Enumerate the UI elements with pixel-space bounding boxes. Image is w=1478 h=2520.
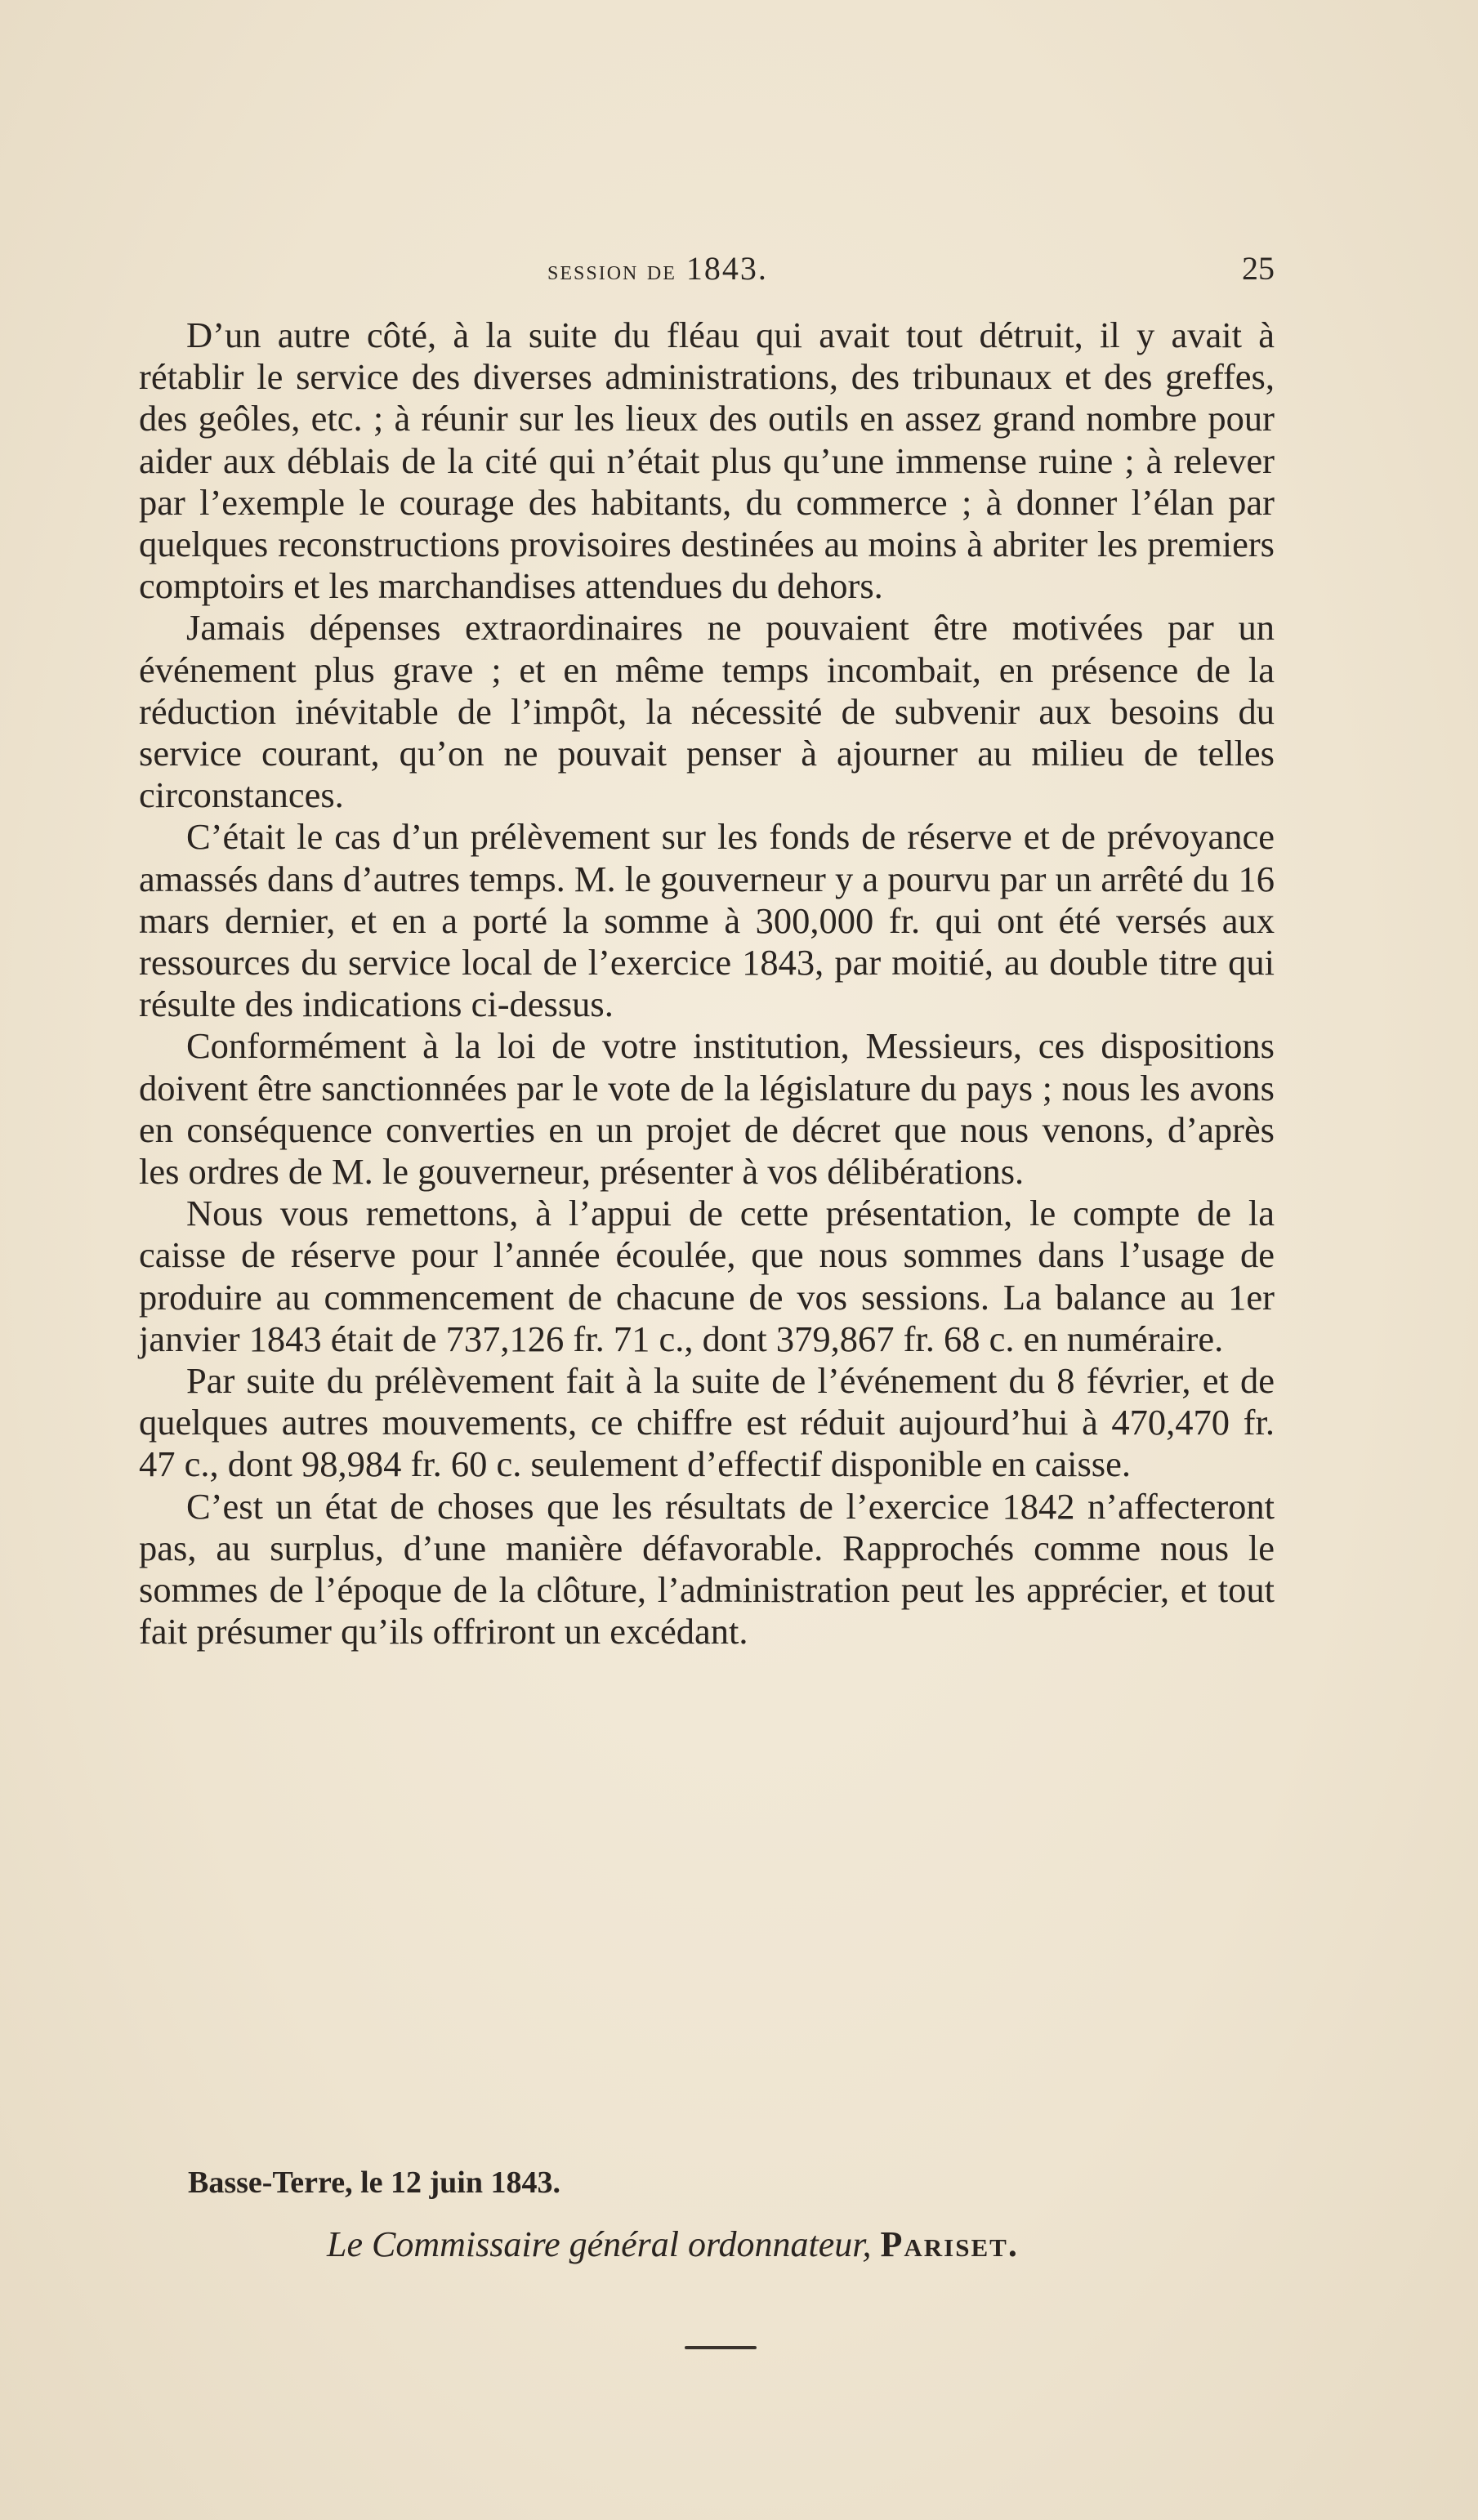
signatory-line <box>327 2223 1462 2265</box>
paragraph: Conformément à la loi de votre institution, Messieurs, ces dispositions doivent être sanctionnées par le vote de la législature du pays ; nous les avons en conséquence converties en un projet de décret que nous venons, d’après les ordres de M. le gouverneur, présenter à vos délibérations. <box>139 1025 1275 1193</box>
paragraph: Jamais dépenses extraordinaires ne pouvaient être motivées par un événement plus grave ; et en même temps incombait, en présence de la réduction inévitable de l’impôt, la nécessité de subvenir aux besoins du service courant, qu’on ne pouvait penser à ajourner au milieu de telles circonstances. <box>139 607 1275 816</box>
paragraph: D’un autre côté, à la suite du fléau qui avait tout détruit, il y avait à rétablir le service des diverses administrations, des tribunaux et des greffes, des geôles, etc. ; à réunir sur les lieux des outils en assez grand nombre pour aider aux déblais de la cité qui n’était plus qu’une immense ruine ; à relever par l’exemple le courage des habitants, du commerce ; à donner l’élan par quelques reconstructions provisoires destinées au moins à abriter les premiers comptoirs et les marchandises attendues du dehors. <box>139 314 1275 607</box>
running-title-word: session de <box>547 256 676 286</box>
place-date: Basse-Terre, le 12 juin 1843. <box>188 2165 560 2200</box>
running-title-year: 1843. <box>685 250 768 287</box>
paragraph: Nous vous remettons, à l’appui de cette présentation, le compte de la caisse de réserve pour l’année écoulée, que nous sommes dans l’usage de produire au commencement de chacune de vos sessions. La balance au 1er janvier 1843 était de 737,126 fr. 71 c., dont 379,867 fr. 68 c. en numéraire. <box>139 1193 1275 1359</box>
body-text <box>139 314 1275 1653</box>
end-rule <box>685 2346 757 2349</box>
page-header <box>139 249 1275 298</box>
signatory-title: Le Commissaire général ordonnateur, <box>327 2224 872 2264</box>
paragraph: Par suite du prélèvement fait à la suite de l’événement du 8 février, et de quelques autres mouvements, ce chiffre est réduit aujourd’hui à 470,470 fr. 47 c., dont 98,984 fr. 60 c. seulement d’effectif disponible en caisse. <box>139 1360 1275 1485</box>
signatory-name: Pariset. <box>880 2224 1019 2264</box>
running-title <box>547 249 768 288</box>
page-number: 25 <box>1242 250 1275 287</box>
paragraph: C’était le cas d’un prélèvement sur les fonds de réserve et de prévoyance amassés dans d’autres temps. M. le gouverneur y a pourvu par un arrêté du 16 mars dernier, et en a porté la somme à 300,000 fr. qui ont été versés aux ressources du service local de l’exercice 1843, par moitié, au double titre qui résulte des indications ci-dessus. <box>139 816 1275 1025</box>
paragraph: C’est un état de choses que les résultats de l’exercice 1842 n’affecteront pas, au surplus, d’une manière défavorable. Rapprochés comme nous le sommes de l’époque de la clôture, l’administration peut les apprécier, et tout fait présumer qu’ils offriront un excédant. <box>139 1485 1275 1652</box>
